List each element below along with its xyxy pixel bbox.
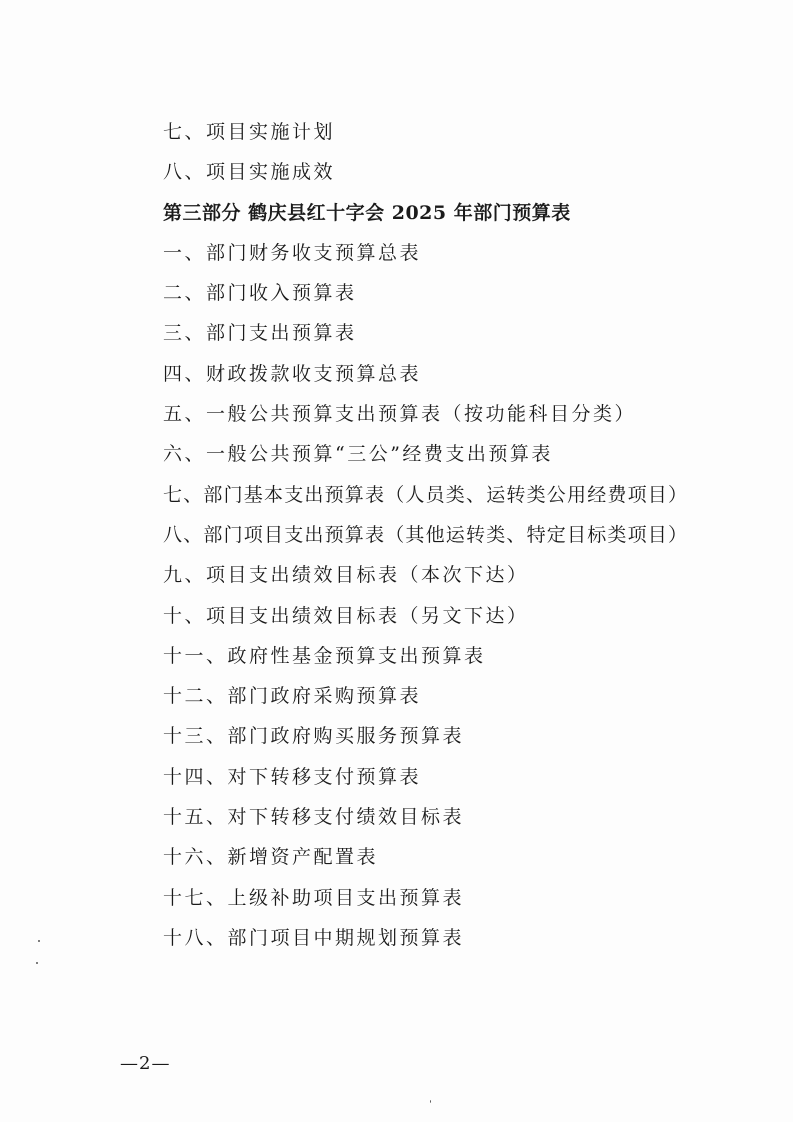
toc-item: 一、部门财务收支预算总表 xyxy=(163,241,422,264)
toc-item: 十一、政府性基金预算支出预算表 xyxy=(163,644,486,667)
section-heading: 第三部分 鹤庆县红十字会 2025 年部门预算表 xyxy=(163,201,571,224)
toc-item: 八、部门项目支出预算表（其他运转类、特定目标类项目） xyxy=(163,523,689,546)
page-number: —2— xyxy=(120,1053,171,1074)
toc-item: 十二、部门政府采购预算表 xyxy=(163,685,422,708)
toc-item: 十七、上级补助项目支出预算表 xyxy=(163,886,465,909)
toc-item: 五、一般公共预算支出预算表（按功能科目分类） xyxy=(163,403,637,426)
toc-item: 二、部门收入预算表 xyxy=(163,282,357,305)
toc-item: 七、项目实施计划 xyxy=(163,121,336,143)
toc-item: 九、项目支出绩效目标表（本次下达） xyxy=(163,564,529,587)
toc-item: 三、部门支出预算表 xyxy=(163,322,357,345)
toc-item: 十四、对下转移支付预算表 xyxy=(163,765,422,788)
toc-item: 十六、新增资产配置表 xyxy=(163,846,379,869)
toc-item: 七、部门基本支出预算表（人员类、运转类公用经费项目） xyxy=(163,483,689,506)
scan-speck xyxy=(430,1100,431,1103)
scan-speck xyxy=(36,962,38,964)
scan-speck xyxy=(38,940,40,942)
toc-item: 四、财政拨款收支预算总表 xyxy=(163,362,422,385)
toc-item: 十三、部门政府购买服务预算表 xyxy=(163,725,465,748)
toc-item: 十、项目支出绩效目标表（另文下达） xyxy=(163,604,529,627)
toc-item: 八、项目实施成效 xyxy=(163,161,336,184)
toc-item: 十五、对下转移支付绩效目标表 xyxy=(163,806,465,829)
toc-item: 六、一般公共预算“三公”经费支出预算表 xyxy=(163,443,553,466)
table-of-contents xyxy=(163,112,763,958)
toc-item: 十八、部门项目中期规划预算表 xyxy=(163,926,465,949)
